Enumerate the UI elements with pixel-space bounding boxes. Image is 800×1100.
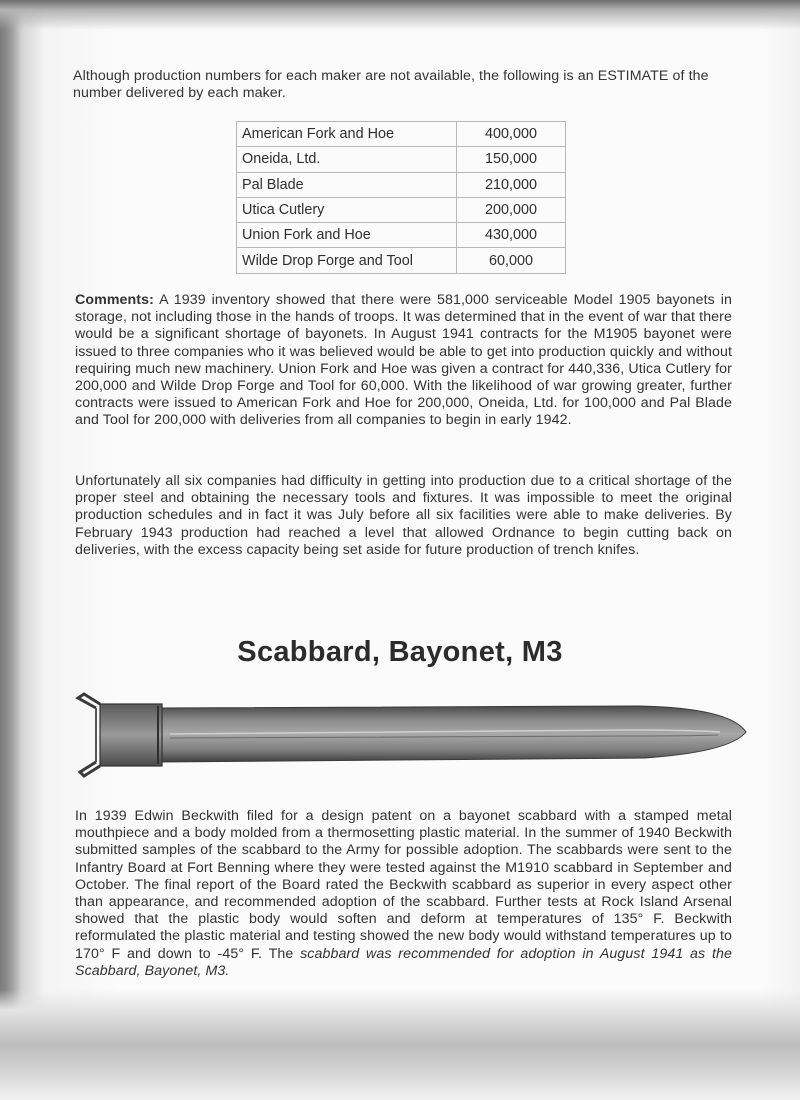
page-bottom-shadow [0,990,800,1100]
maker-quantity-cell: 400,000 [457,122,566,147]
makers-table [236,121,566,274]
maker-name-cell: Oneida, Ltd. [237,147,457,172]
scabbard-image [70,686,770,786]
maker-name-cell: Pal Blade [237,172,457,197]
maker-name-cell: Utica Cutlery [237,197,457,222]
maker-quantity-cell: 200,000 [457,197,566,222]
scabbard-paragraph-text: In 1939 Edwin Beckwith filed for a design patent on a bayonet scabbard with a stamped metal mouthpiece and a body molded from a thermosetting plastic material. In the summer of 1940 Beckwith submitted samples of the scabbard to the Army for possible adoption. The scabbards were sent to the Infantry Board at Fort Benning where they were tested against the M1910 scabbard in September and October. The final report of the Board rated the Beckwith scabbard as superior in every aspect other than appearance, and recommended adoption of the scabbard. Further tests at Rock Island Arsenal showed that the plastic body would soften and deform at temperatures of 135° F. Beckwith reformulated the plastic material and testing showed the new body would withstand temperatures up to 170° F and down to -45° F. The [75,808,732,962]
intro-paragraph: Although production numbers for each maker are not available, the following is an ESTIMATE of the number delivered by each maker. [73,68,709,102]
page-binding-shadow [0,0,22,1100]
section-heading: Scabbard, Bayonet, M3 [237,636,563,668]
maker-name-cell: Wilde Drop Forge and Tool [237,248,457,273]
page-top-shadow [0,0,800,30]
scabbard-paragraph-last-line: scabbard was recommended for adoption in August 1941 as the Scabbard, Bayonet, M3. [75,945,733,979]
comments-paragraph [75,292,732,430]
table-row [237,172,566,197]
maker-quantity-cell: 150,000 [457,147,566,172]
production-paragraph: Unfortunately all six companies had difficulty in getting into production due to a critical shortage of the proper steel and obtaining the necessary tools and fixtures. It was impossible to meet the original production schedules and in fact it was July before all six facilities were able to make deliveries. By February 1943 production had reached a level that allowed Ordnance to begin cutting back on deliveries, with the excess capacity being set aside for future production of trench knifes. [75,473,732,558]
maker-name-cell: Union Fork and Hoe [237,223,457,248]
table-row [237,197,566,222]
table-row [237,122,566,147]
makers-table-body [237,122,566,274]
table-row [237,223,566,248]
table-row [237,248,566,273]
table-row [237,147,566,172]
scabbard-photo-icon [70,686,770,786]
maker-quantity-cell: 60,000 [457,248,566,273]
comments-text: A 1939 inventory showed that there were 581,000 serviceable Model 1905 bayonets in storage, not including those in the hands of troops. It was determined that in the event of war that there would be a significant shortage of bayonets. In August 1941 contracts for the M1905 bayonet were issued to three companies who it was believed would be able to get into production quickly and without requiring much new machinery. Union Fork and Hoe was given a contract for 440,336, Utica Cutlery for 200,000 and Wilde Drop Forge and Tool for 60,000. With the likelihood of war growing greater, further contracts were issued to American Fork and Hoe for 200,000, Oneida, Ltd. for 100,000 and Pal Blade and Tool for 200,000 with deliveries from all companies to begin in early 1942. [75,292,732,429]
maker-name-cell: American Fork and Hoe [237,122,457,147]
comments-label: Comments: [75,292,154,308]
maker-quantity-cell: 430,000 [457,223,566,248]
maker-quantity-cell: 210,000 [457,172,566,197]
scabbard-paragraph [75,808,732,980]
